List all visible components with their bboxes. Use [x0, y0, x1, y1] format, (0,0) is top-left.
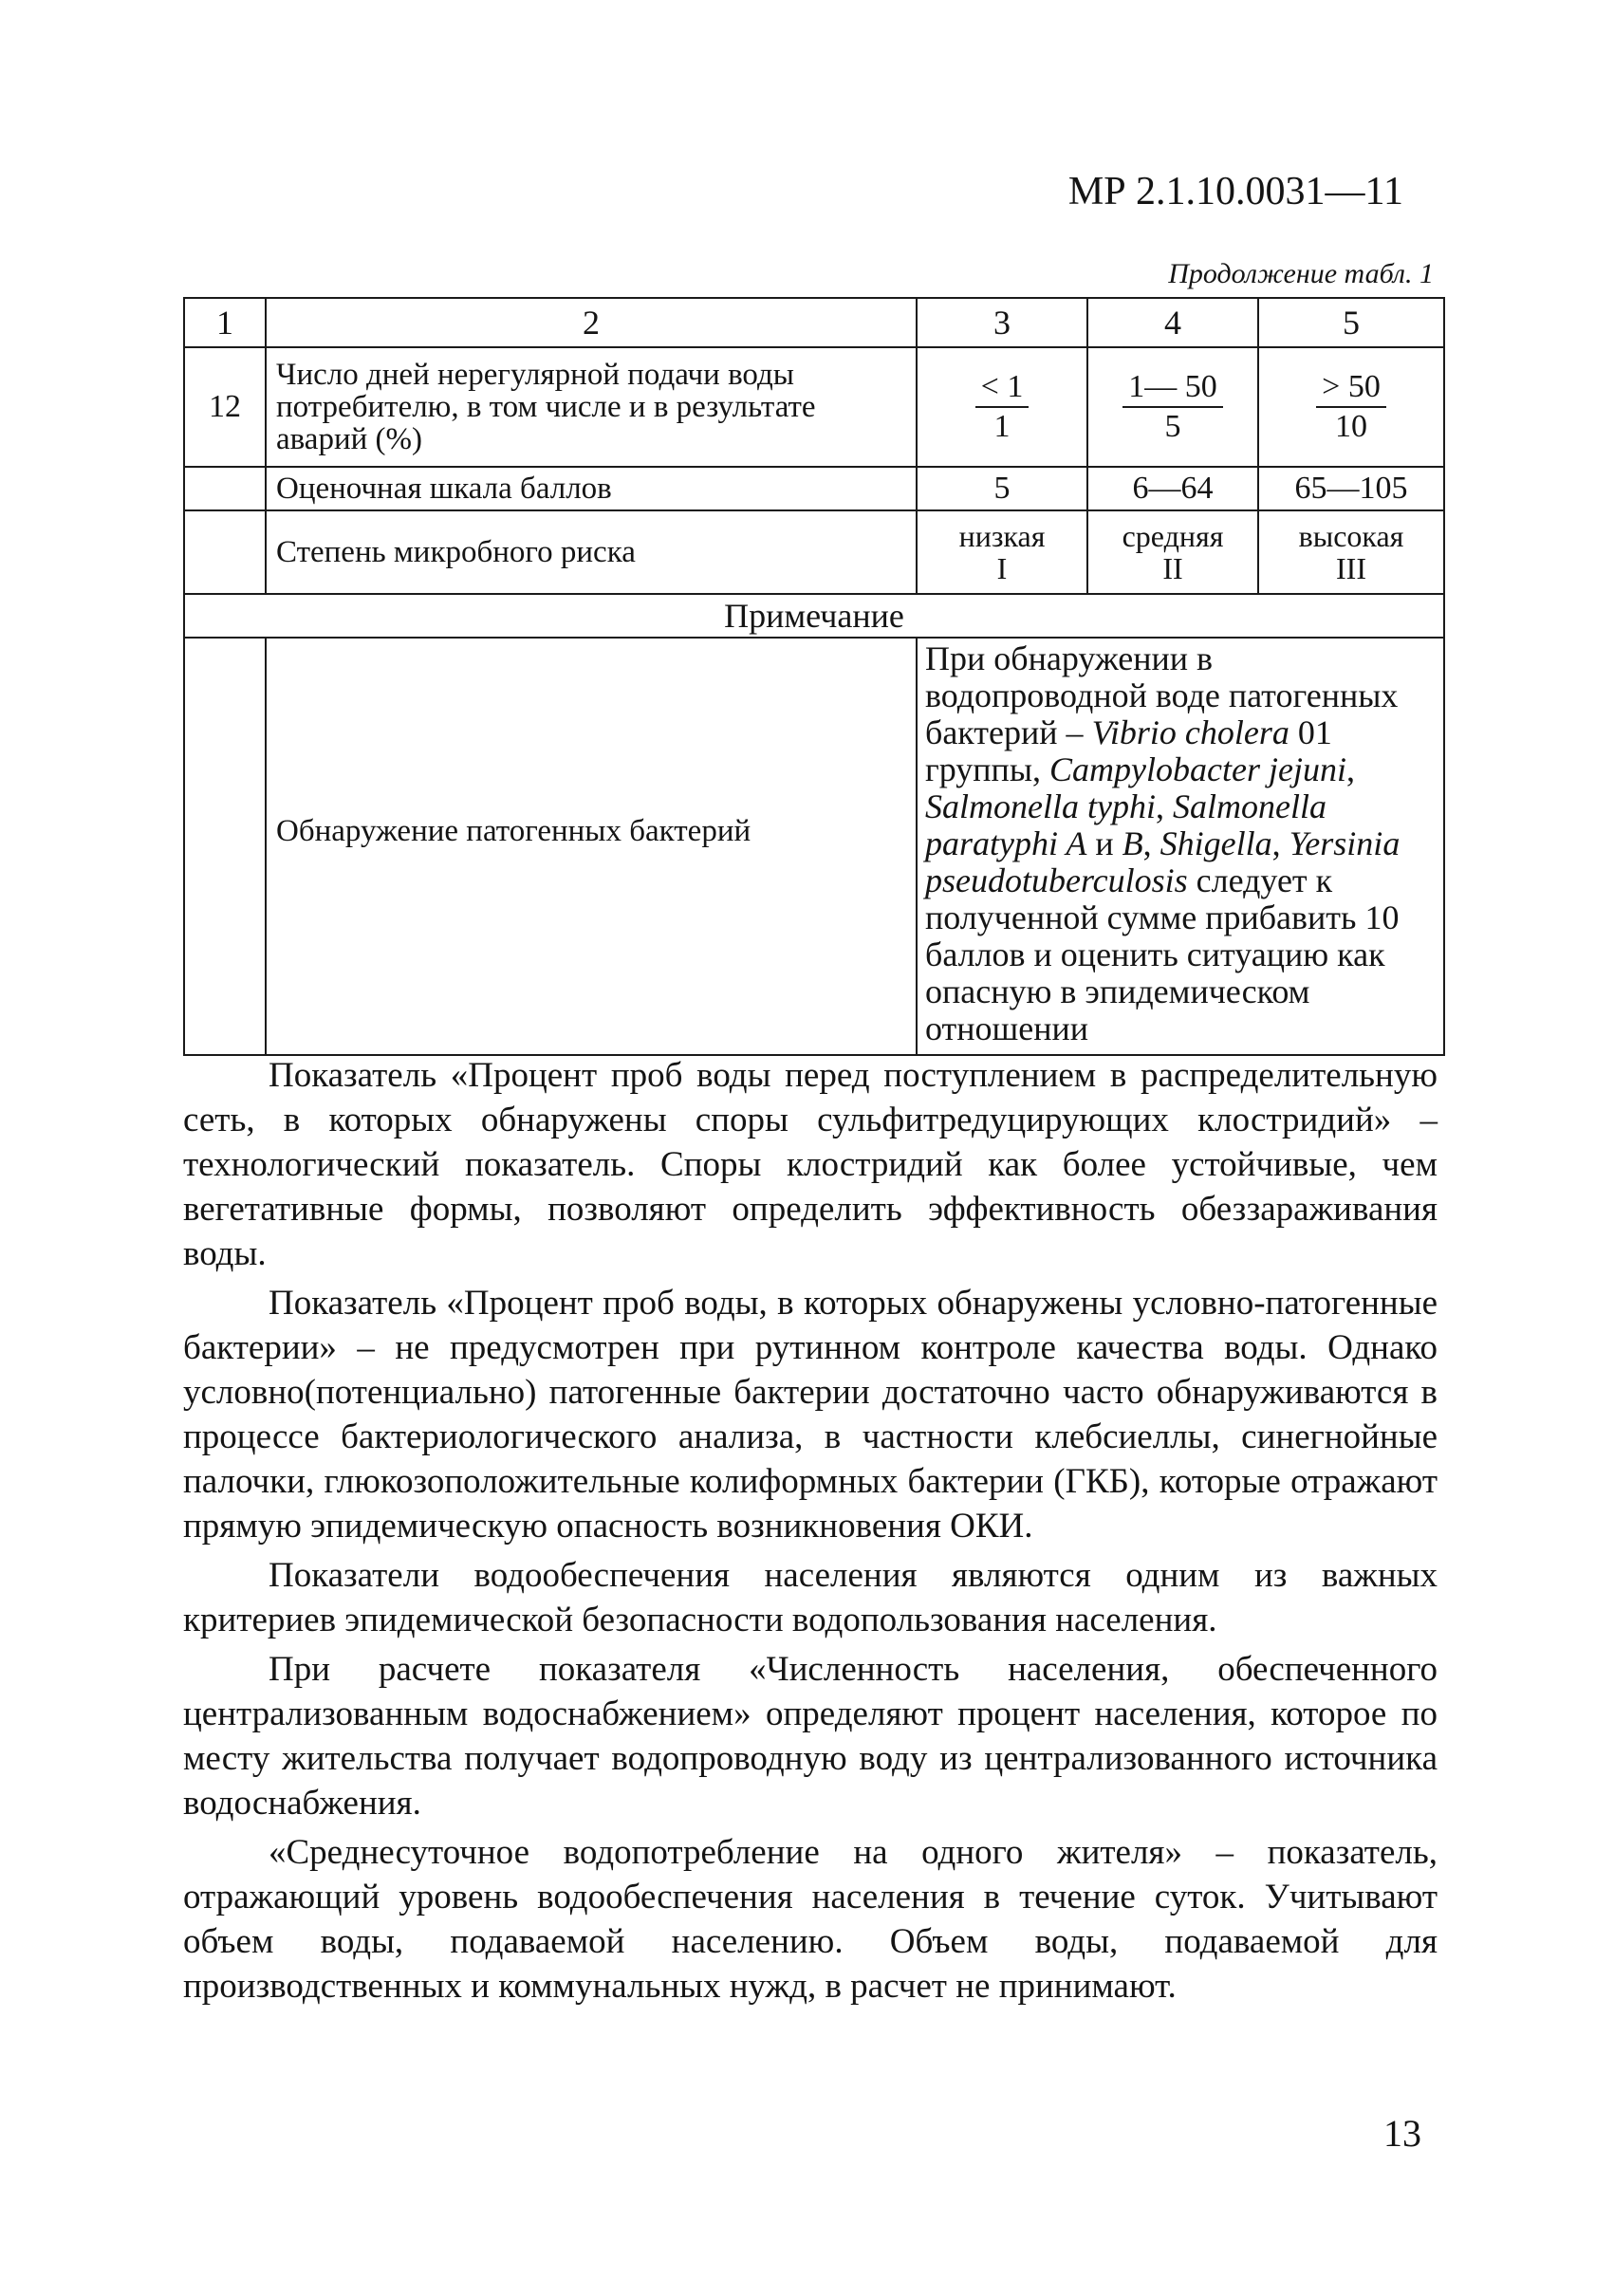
paragraph: Показатели водообеспечения населения являются одним из важных критериев эпидемической безопасности водопользования населения. [183, 1556, 1438, 1639]
risk-roman: II [1162, 551, 1183, 585]
col-header: 2 [266, 298, 917, 347]
paragraph: «Среднесуточное водопотребление на одного жителя» – показатель, отражающий уровень водообеспечения населения в течение суток. Учитывают объем воды, подаваемой населению. Объем воды, подаваемой для производственных и коммунальных нужд, в расчет не принимают. [183, 1833, 1438, 2006]
table-row [184, 347, 1444, 467]
species-name: Salmonella typhi [925, 787, 1156, 825]
species-name: Shigella [1159, 824, 1272, 862]
fraction-numerator: < 1 [975, 368, 1030, 408]
species-name: Vibrio cholera [1091, 713, 1289, 751]
scale-label: Оценочная шкала баллов [266, 467, 917, 510]
value-cell [917, 347, 1087, 467]
risk-word: низкая [958, 519, 1046, 553]
body-text [183, 1053, 1438, 2013]
species-name: B [1122, 824, 1143, 862]
species-name: Yersinia pseudotuberculosis [925, 824, 1401, 899]
risk-roman: I [996, 551, 1008, 585]
risk-label: Степень микробного риска [266, 510, 917, 594]
table-row [184, 638, 1444, 1055]
risk-cell [1258, 510, 1444, 594]
empty-cell [184, 467, 266, 510]
page-number: 13 [1383, 2112, 1421, 2155]
empty-cell [184, 510, 266, 594]
paragraph: Показатель «Процент проб воды перед поступлением в распределительную сеть, в которых обнаружены споры сульфитредуцирующих клостридий» – технологический показатель. Споры клостридий как более устойчивые, чем вегетативные формы, позволяют определить эффективность обеззараживания воды. [183, 1056, 1438, 1273]
table-continuation-note: Продолжение табл. 1 [1168, 258, 1434, 289]
note-label: Обнаружение патогенных бактерий [266, 638, 917, 1055]
col-header: 4 [1087, 298, 1258, 347]
risk-roman: III [1336, 551, 1366, 585]
note-text: При обнаружении в водопроводной воде патогенных бактерий – Vibrio cholera 01 группы, Campylobacter jejuni, Salmonella typhi, Salmonella paratyphi A и B, Shigella, Yersinia pseudotuberculosis следует к полученной сумме прибавить 10 баллов и оценить ситуацию как опасную в эпидемическом отношении [917, 638, 1444, 1055]
note-title: Примечание [184, 594, 1444, 638]
fraction-denominator: 1 [993, 409, 1011, 444]
risk-cell [1087, 510, 1258, 594]
value-cell: 5 [917, 467, 1087, 510]
fraction-denominator: 10 [1335, 409, 1367, 444]
indicator-name: Число дней нерегулярной подачи воды потребителю, в том числе и в результате аварий (%) [266, 347, 917, 467]
fraction-numerator: > 50 [1316, 368, 1386, 408]
col-header: 3 [917, 298, 1087, 347]
fraction-numerator: 1— 50 [1122, 368, 1223, 408]
value-cell: 6—64 [1087, 467, 1258, 510]
risk-word: высокая [1298, 519, 1404, 553]
empty-cell [184, 638, 266, 1055]
table-row [184, 467, 1444, 510]
table-row [184, 510, 1444, 594]
document-code: МР 2.1.10.0031—11 [1067, 170, 1403, 213]
paragraph: При расчете показателя «Численность населения, обеспеченного централизованным водоснабжением» определяют процент населения, которое по месту жительства получает водопроводную воду из централизованного источника водоснабжения. [183, 1650, 1438, 1823]
table-row [184, 594, 1444, 638]
species-name: Salmonella paratyphi A [925, 787, 1326, 862]
value-cell [1258, 347, 1444, 467]
col-header: 5 [1258, 298, 1444, 347]
species-name: Campylobacter jejuni [1049, 750, 1346, 788]
risk-cell [917, 510, 1087, 594]
value-cell: 65—105 [1258, 467, 1444, 510]
col-header: 1 [184, 298, 266, 347]
fraction-denominator: 5 [1164, 409, 1181, 444]
table-header-row [184, 298, 1444, 347]
row-number: 12 [184, 347, 266, 467]
value-cell [1087, 347, 1258, 467]
paragraph: Показатель «Процент проб воды, в которых обнаружены условно-патогенные бактерии» – не предусмотрен при рутинном контроле качества воды. Однако условно(потенциально) патогенные бактерии достаточно часто обнаруживаются в процессе бактериологического анализа, в частности клебсиеллы, синегнойные палочки, глюкозоположительные колиформных бактерии (ГКБ), которые отражают прямую эпидемическую опасность возникновения ОКИ. [183, 1284, 1438, 1546]
indicator-table [183, 297, 1445, 1056]
risk-word: средняя [1122, 519, 1224, 553]
